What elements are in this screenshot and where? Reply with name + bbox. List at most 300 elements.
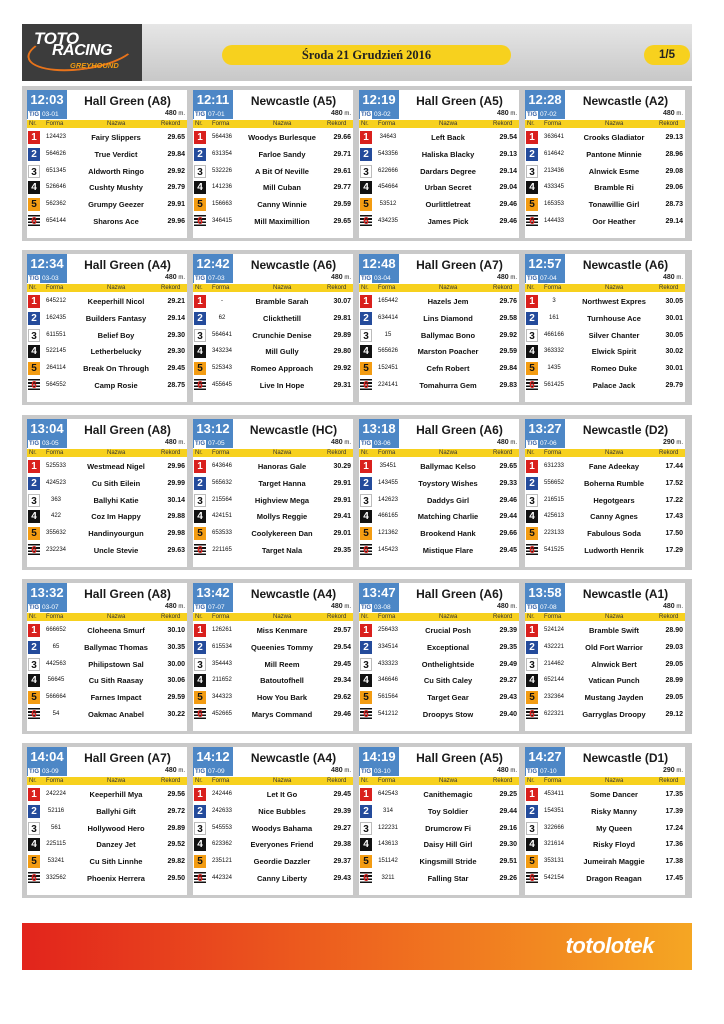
- runner-name: Coolykereen Dan: [251, 529, 313, 539]
- runner-row: [525, 525, 685, 542]
- trap-number: 5: [194, 691, 206, 704]
- trap-number: 6: [194, 872, 206, 885]
- trap-number: 1: [526, 624, 538, 637]
- col-forma: Forma: [46, 614, 64, 620]
- runner-row: [193, 706, 353, 723]
- runner-form: 221165: [212, 546, 232, 553]
- trap-number: 6: [526, 544, 538, 557]
- runner-name: Ourlittletreat: [425, 200, 471, 210]
- col-rekord: Rekord: [161, 285, 181, 291]
- runner-row: [525, 343, 685, 360]
- trap-number: 2: [360, 641, 372, 654]
- runner-list: [193, 786, 353, 887]
- race-number: 03-02: [374, 111, 391, 118]
- tg-badge: T/G: [527, 276, 537, 282]
- trap-number: 5: [194, 527, 206, 540]
- runner-form: 256433: [377, 627, 399, 633]
- runner-row: [525, 492, 685, 509]
- runner-record: 29.49: [499, 660, 517, 668]
- runner-name: Haliska Blacky: [421, 149, 475, 159]
- col-rekord: Rekord: [161, 450, 181, 456]
- runner-row: [359, 293, 519, 310]
- trap-number: 2: [526, 312, 538, 325]
- runner-name: Break On Through: [83, 364, 149, 374]
- col-rekord: Rekord: [659, 778, 679, 784]
- race-time: 13:18: [359, 419, 399, 439]
- runner-record: 30.05: [665, 298, 683, 305]
- race-code: [359, 603, 399, 612]
- trap-number: 5: [360, 198, 372, 211]
- totolotek-logo: totolotek: [565, 933, 654, 958]
- col-forma: Forma: [378, 285, 396, 291]
- runner-form: 216515: [543, 496, 565, 503]
- trap-number: 3: [526, 165, 538, 178]
- race-row-band: [22, 743, 692, 898]
- runner-name: Aldworth Ringo: [88, 166, 144, 176]
- trap-number: 4: [28, 674, 40, 687]
- runner-form: 525533: [45, 463, 67, 469]
- runner-form: 561564: [377, 694, 399, 701]
- trap-number: 5: [526, 527, 538, 540]
- runner-form: 122231: [377, 824, 399, 831]
- runner-record: 29.31: [333, 381, 351, 389]
- runner-record: 29.99: [167, 479, 185, 487]
- runner-row: [27, 475, 187, 492]
- runner-row: [359, 492, 519, 509]
- trap-number: 6: [194, 215, 206, 228]
- runner-name: True Verdict: [94, 149, 138, 159]
- runner-record: 29.61: [333, 167, 351, 175]
- runner-list: [359, 293, 519, 394]
- runner-row: [193, 820, 353, 837]
- trap-number: 6: [28, 708, 40, 721]
- trap-number: 1: [360, 460, 372, 473]
- runner-form: 53512: [379, 201, 397, 208]
- race-time: 13:42: [193, 583, 233, 603]
- trap-number: 3: [194, 329, 206, 342]
- race-card: [359, 90, 519, 238]
- runner-record: 17.35: [665, 791, 683, 798]
- runner-list: [193, 458, 353, 559]
- track-name: Hall Green (A7): [416, 258, 503, 272]
- trap-number: 1: [194, 788, 206, 801]
- trap-number: 6: [194, 708, 206, 721]
- runner-form: 564436: [211, 134, 233, 140]
- runner-name: Pantone Minnie: [586, 149, 642, 159]
- runner-record: 17.36: [665, 841, 683, 849]
- col-forma: Forma: [544, 614, 562, 620]
- col-nr: Nr.: [527, 285, 535, 291]
- runner-record: 17.50: [665, 530, 683, 538]
- runner-record: 29.04: [499, 184, 517, 192]
- runner-form: 65: [52, 643, 60, 650]
- runner-name: Risky Floyd: [592, 840, 636, 850]
- runner-name: Some Dancer: [590, 790, 638, 799]
- trap-number: 3: [28, 165, 40, 178]
- trap-number: 2: [526, 641, 538, 654]
- column-header: [525, 777, 685, 785]
- track-name: Hall Green (A6): [416, 423, 503, 437]
- trap-number: 1: [194, 624, 206, 637]
- race-code: [525, 274, 565, 283]
- runner-name: Everyones Friend: [250, 840, 314, 850]
- trap-number: 5: [28, 362, 40, 375]
- col-nazwa: Nazwa: [273, 121, 292, 127]
- runner-name: Camp Rosie: [94, 380, 138, 390]
- runner-row: [525, 129, 685, 146]
- runner-record: 29.79: [167, 184, 185, 192]
- runner-form: 666652: [45, 627, 67, 633]
- runner-record: 29.38: [333, 841, 351, 849]
- race-number: 03-01: [42, 111, 59, 118]
- runner-record: 29.59: [333, 201, 351, 209]
- runner-row: [525, 163, 685, 180]
- runner-form: 156663: [211, 201, 233, 208]
- runner-form: 422: [50, 513, 61, 520]
- runner-record: 29.83: [499, 381, 517, 389]
- col-nr: Nr.: [195, 614, 203, 620]
- runner-form: 623362: [211, 841, 233, 848]
- runner-name: Tonawillie Girl: [588, 200, 640, 210]
- trap-number: 4: [194, 510, 206, 523]
- race-number: 07-03: [208, 275, 225, 282]
- runner-name: Woodys Bahama: [251, 823, 313, 833]
- trap-number: 2: [194, 477, 206, 490]
- race-card: [359, 747, 519, 895]
- col-nazwa: Nazwa: [605, 285, 624, 291]
- runner-row: [525, 458, 685, 475]
- runner-name: Westmead Nigel: [87, 462, 145, 471]
- runner-record: 29.45: [167, 365, 185, 373]
- runner-form: -: [221, 298, 223, 304]
- trap-number: 3: [360, 822, 372, 835]
- column-header: [359, 613, 519, 621]
- runner-name: Fairy Slippers: [91, 133, 141, 142]
- trap-number: 2: [28, 641, 40, 654]
- tg-badge: T/G: [195, 769, 205, 775]
- runner-name: Toy Soldier: [427, 806, 469, 816]
- runner-record: 29.16: [499, 824, 517, 832]
- race-number: 07-05: [208, 440, 225, 447]
- runner-form: 344323: [211, 694, 233, 701]
- runner-row: [359, 706, 519, 723]
- track-name: Hall Green (A8): [84, 423, 171, 437]
- runner-row: [27, 377, 187, 394]
- race-card: [525, 90, 685, 238]
- runner-form: 455645: [211, 381, 233, 388]
- runner-row: [27, 786, 187, 803]
- runner-form: 565632: [211, 479, 233, 486]
- runner-row: [27, 820, 187, 837]
- runner-form: 334514: [377, 643, 399, 650]
- runner-row: [359, 639, 519, 656]
- trap-number: 1: [526, 131, 538, 144]
- runner-form: 235121: [211, 858, 233, 865]
- runner-form: 215564: [211, 496, 233, 503]
- runner-form: 211652: [212, 677, 232, 684]
- race-distance: 480 m.: [496, 274, 517, 281]
- trap-number: 1: [360, 788, 372, 801]
- runner-name: Cloheena Smurf: [87, 626, 145, 635]
- column-header: [27, 449, 187, 457]
- runner-form: 1435: [547, 365, 561, 372]
- trap-number: 6: [360, 872, 372, 885]
- runner-record: 29.62: [333, 694, 351, 702]
- race-time: 12:57: [525, 254, 565, 274]
- col-forma: Forma: [46, 121, 64, 127]
- runner-record: 29.58: [499, 314, 517, 322]
- col-nazwa: Nazwa: [439, 121, 458, 127]
- runner-row: [193, 475, 353, 492]
- runner-name: Romeo Duke: [591, 364, 637, 374]
- runner-record: 29.06: [665, 184, 683, 192]
- runner-name: Onthelightside: [421, 659, 475, 669]
- runner-row: [27, 689, 187, 706]
- col-nazwa: Nazwa: [107, 614, 126, 620]
- race-code: [27, 110, 67, 119]
- trap-number: 5: [28, 855, 40, 868]
- race-number: 03-10: [374, 768, 391, 775]
- column-header: [359, 449, 519, 457]
- runner-row: [27, 343, 187, 360]
- runner-name: Cu Sith Raasay: [88, 676, 144, 686]
- runner-name: Marston Poacher: [417, 347, 479, 357]
- runner-name: Crunchie Denise: [252, 330, 312, 340]
- race-distance: 480 m.: [496, 767, 517, 774]
- runner-record: 29.81: [333, 314, 351, 322]
- runner-row: [193, 163, 353, 180]
- runner-row: [193, 870, 353, 887]
- runner-row: [525, 853, 685, 870]
- runner-record: 29.96: [167, 217, 185, 225]
- col-forma: Forma: [378, 121, 396, 127]
- trap-number: 1: [194, 295, 206, 308]
- runner-name: Nice Bubbles: [258, 806, 306, 816]
- col-forma: Forma: [544, 285, 562, 291]
- runner-row: [193, 213, 353, 230]
- runner-form: 424523: [45, 479, 67, 486]
- column-header: [193, 777, 353, 785]
- runner-form: 541212: [377, 710, 399, 717]
- runner-row: [525, 542, 685, 559]
- runner-form: 622321: [543, 710, 565, 717]
- trap-number: 5: [526, 855, 538, 868]
- runner-row: [525, 196, 685, 213]
- runner-form: 522145: [45, 348, 67, 355]
- column-header: [359, 777, 519, 785]
- runner-name: Cushty Mushty: [89, 183, 143, 193]
- race-card: [27, 90, 187, 238]
- runner-name: Mollys Reggie: [256, 512, 308, 522]
- runner-form: 151142: [378, 858, 398, 865]
- runner-form: 145423: [377, 546, 399, 553]
- trap-number: 6: [526, 379, 538, 392]
- race-distance: 480 m.: [496, 603, 517, 610]
- tg-badge: T/G: [361, 769, 371, 775]
- runner-form: 564641: [211, 331, 233, 338]
- runner-form: 524124: [543, 627, 565, 633]
- runner-name: Canny Agnes: [590, 512, 638, 522]
- runner-name: Keeperhill Nicol: [87, 297, 145, 306]
- col-forma: Forma: [212, 778, 230, 784]
- runner-row: [27, 129, 187, 146]
- tg-badge: T/G: [29, 441, 39, 447]
- runner-name: Cu Sith Caley: [423, 676, 473, 686]
- runner-form: 144433: [543, 217, 565, 224]
- runner-list: [359, 458, 519, 559]
- col-rekord: Rekord: [327, 778, 347, 784]
- trap-number: 2: [28, 805, 40, 818]
- runner-row: [193, 179, 353, 196]
- runner-name: Hollywood Hero: [87, 823, 145, 833]
- column-header: [525, 449, 685, 457]
- trap-number: 5: [360, 527, 372, 540]
- runner-form: 645212: [45, 298, 67, 304]
- track-name: Newcastle (A2): [582, 94, 669, 108]
- race-number: 03-06: [374, 440, 391, 447]
- race-card: [359, 419, 519, 567]
- runner-name: Ballymac Thomas: [84, 642, 148, 652]
- col-nr: Nr.: [527, 450, 535, 456]
- race-code: [193, 767, 233, 776]
- runner-name: Tomahurra Gem: [419, 380, 477, 390]
- runner-row: [525, 475, 685, 492]
- runner-row: [27, 360, 187, 377]
- runner-record: 17.43: [665, 513, 683, 521]
- trap-number: 3: [28, 658, 40, 671]
- trap-number: 5: [194, 855, 206, 868]
- runner-record: 29.98: [167, 530, 185, 538]
- runner-row: [27, 853, 187, 870]
- trap-number: 4: [360, 838, 372, 851]
- runner-record: 29.52: [167, 841, 185, 849]
- runner-name: Geordie Dazzler: [253, 857, 311, 867]
- runner-record: 29.05: [665, 660, 683, 668]
- runner-form: 654144: [45, 217, 67, 224]
- trap-number: 3: [526, 329, 538, 342]
- runner-name: Alnwick Esme: [588, 166, 640, 176]
- runner-form: 631354: [211, 150, 233, 157]
- runner-form: 542154: [543, 874, 565, 881]
- runner-name: Philipstown Sal: [88, 659, 144, 669]
- runner-form: 322666: [543, 824, 565, 831]
- runner-record: 30.22: [167, 710, 185, 718]
- race-distance: 480 m.: [330, 274, 351, 281]
- runner-name: Oor Heather: [592, 216, 636, 226]
- runner-row: [193, 360, 353, 377]
- runner-form: 142623: [377, 496, 399, 503]
- runner-name: How You Bark: [256, 693, 308, 703]
- trap-number: 1: [28, 788, 40, 801]
- race-time: 13:12: [193, 419, 233, 439]
- trap-number: 3: [360, 329, 372, 342]
- runner-name: Drumcrow Fi: [425, 823, 471, 833]
- race-code: [525, 603, 565, 612]
- runner-name: Lins Diamond: [423, 313, 473, 323]
- runner-row: [525, 639, 685, 656]
- col-forma: Forma: [212, 121, 230, 127]
- track-name: Newcastle (A6): [582, 258, 669, 272]
- runner-row: [359, 179, 519, 196]
- col-nazwa: Nazwa: [605, 450, 624, 456]
- trap-number: 5: [360, 691, 372, 704]
- trap-number: 2: [360, 477, 372, 490]
- col-forma: Forma: [212, 614, 230, 620]
- runner-record: 29.25: [499, 791, 517, 798]
- trap-number: 4: [28, 181, 40, 194]
- runner-record: 29.84: [167, 150, 185, 158]
- col-forma: Forma: [46, 778, 64, 784]
- runner-form: 126261: [211, 627, 233, 633]
- runner-name: Dragon Reagan: [586, 873, 642, 883]
- runner-form: 611551: [46, 331, 66, 338]
- col-forma: Forma: [212, 450, 230, 456]
- runner-form: 561: [50, 824, 61, 831]
- runner-name: Keeperhill Mya: [89, 790, 143, 799]
- runner-form: 651345: [45, 167, 67, 174]
- runner-row: [525, 508, 685, 525]
- runner-row: [359, 820, 519, 837]
- runner-form: 434235: [377, 217, 399, 224]
- runner-record: 29.43: [499, 694, 517, 702]
- runner-name: Daisy Hill Girl: [423, 840, 473, 850]
- runner-form: 442324: [211, 874, 233, 881]
- col-forma: Forma: [378, 450, 396, 456]
- runner-row: [27, 492, 187, 509]
- runner-record: 28.99: [665, 677, 683, 685]
- trap-number: 6: [194, 544, 206, 557]
- runner-row: [193, 196, 353, 213]
- col-nazwa: Nazwa: [107, 778, 126, 784]
- runner-name: Fane Adeekay: [588, 462, 640, 471]
- col-nazwa: Nazwa: [107, 121, 126, 127]
- toto-racing-logo: TOTO RACING GREYHOUND: [22, 24, 142, 81]
- page-header: [22, 24, 692, 81]
- col-rekord: Rekord: [659, 285, 679, 291]
- tg-badge: T/G: [527, 112, 537, 118]
- trap-number: 4: [194, 838, 206, 851]
- runner-record: 29.59: [167, 694, 185, 702]
- tg-badge: T/G: [361, 605, 371, 611]
- runner-form: 541525: [543, 546, 565, 553]
- trap-number: 4: [194, 674, 206, 687]
- runner-name: My Queen: [596, 823, 632, 833]
- trap-number: 3: [194, 658, 206, 671]
- runner-name: Marys Command: [251, 709, 313, 719]
- race-card: [359, 254, 519, 402]
- runner-name: Daddys Girl: [426, 495, 470, 505]
- runner-record: 29.65: [167, 134, 185, 141]
- col-nazwa: Nazwa: [273, 450, 292, 456]
- tg-badge: T/G: [527, 441, 537, 447]
- runner-record: 29.71: [333, 150, 351, 158]
- runner-record: 29.89: [167, 824, 185, 832]
- track-name: Newcastle (A4): [250, 587, 337, 601]
- trap-number: 1: [360, 295, 372, 308]
- race-distance: 480 m.: [164, 439, 185, 446]
- runner-record: 17.22: [665, 496, 683, 504]
- trap-number: 6: [526, 708, 538, 721]
- column-header: [27, 613, 187, 621]
- runner-record: 29.34: [333, 677, 351, 685]
- col-forma: Forma: [378, 778, 396, 784]
- race-number: 07-02: [540, 111, 557, 118]
- runner-name: Queenies Tommy: [251, 642, 313, 652]
- runner-form: 225115: [46, 841, 66, 848]
- runner-form: 56645: [47, 677, 65, 684]
- col-nr: Nr.: [527, 121, 535, 127]
- runner-row: [525, 213, 685, 230]
